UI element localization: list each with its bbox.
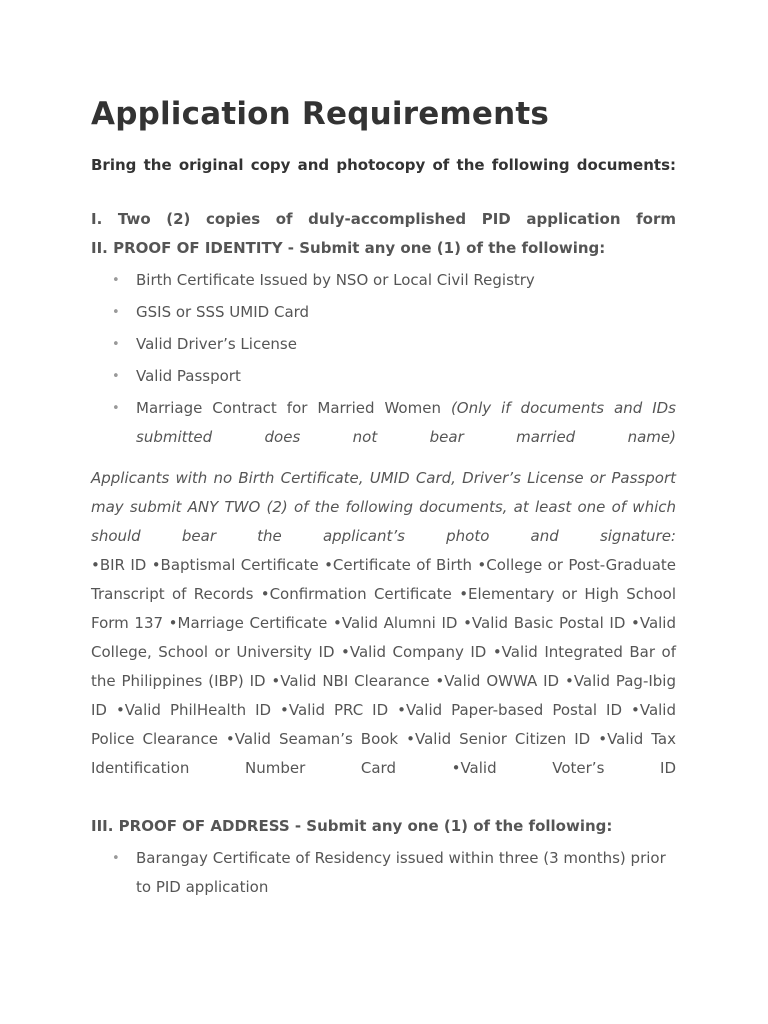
list-item-text: Valid Driver’s License — [136, 335, 297, 353]
list-item — [91, 394, 676, 452]
requirement-2-label: II. PROOF OF IDENTITY - Submit any one (1) of the following: — [91, 239, 606, 257]
alternative-documents-note: Applicants with no Birth Certificate, UMID Card, Driver’s License or Passport may submit ANY TWO (2) of the following documents, at least one of which should bear the applicant’s photo and signature: — [91, 469, 676, 545]
bullet-icon: • — [112, 369, 120, 384]
list-item-text: Marriage Contract for Married Women — [136, 399, 451, 417]
requirement-1-label: I. Two (2) copies of duly-accomplished PID application form — [91, 210, 676, 228]
list-item-text: GSIS or SSS UMID Card — [136, 303, 310, 321]
address-documents-list — [91, 844, 676, 902]
list-item — [91, 330, 676, 359]
document-page — [91, 92, 676, 905]
requirement-3-label: III. PROOF OF ADDRESS - Submit any one (1) of the following: — [91, 817, 613, 835]
list-item — [91, 362, 676, 391]
bullet-icon: • — [112, 401, 120, 416]
list-item — [91, 266, 676, 295]
list-item — [91, 844, 676, 902]
list-item — [91, 298, 676, 327]
page-title: Application Requirements — [91, 96, 550, 132]
bullet-icon: • — [112, 337, 120, 352]
bullet-icon: • — [112, 273, 120, 288]
bullet-icon: • — [112, 851, 120, 866]
bullet-icon: • — [112, 305, 120, 320]
list-item-text: Birth Certificate Issued by NSO or Local Civil Registry — [136, 271, 535, 289]
alternative-documents-block — [91, 464, 676, 551]
lead-instruction: Bring the original copy and photocopy of the following documents: — [91, 156, 676, 174]
list-item-note: (Only if documents and IDs submitted does not bear married name) — [136, 399, 676, 446]
list-item-text: Valid Passport — [136, 367, 241, 385]
alternative-documents-list: •BIR ID •Baptismal Certificate •Certificate of Birth •College or Post-Graduate Transcript of Records •Confirmation Certificate •Elementary or High School Form 137 •Marriage Certificate •Valid Alumni ID •Valid Basic Postal ID •Valid College, School or University ID •Valid Company ID •Valid Integrated Bar of the Philippines (IBP) ID •Valid NBI Clearance •Valid OWWA ID •Valid Pag-Ibig ID •Valid PhilHealth ID •Valid PRC ID •Valid Paper-based Postal ID •Valid Police Clearance •Valid Seaman’s Book •Valid Senior Citizen ID •Valid Tax Identification Number Card •Valid Voter’s ID — [91, 556, 676, 777]
list-item-text: Barangay Certificate of Residency issued within three (3 months) prior to PID application — [136, 849, 666, 896]
identity-documents-list — [91, 266, 676, 452]
